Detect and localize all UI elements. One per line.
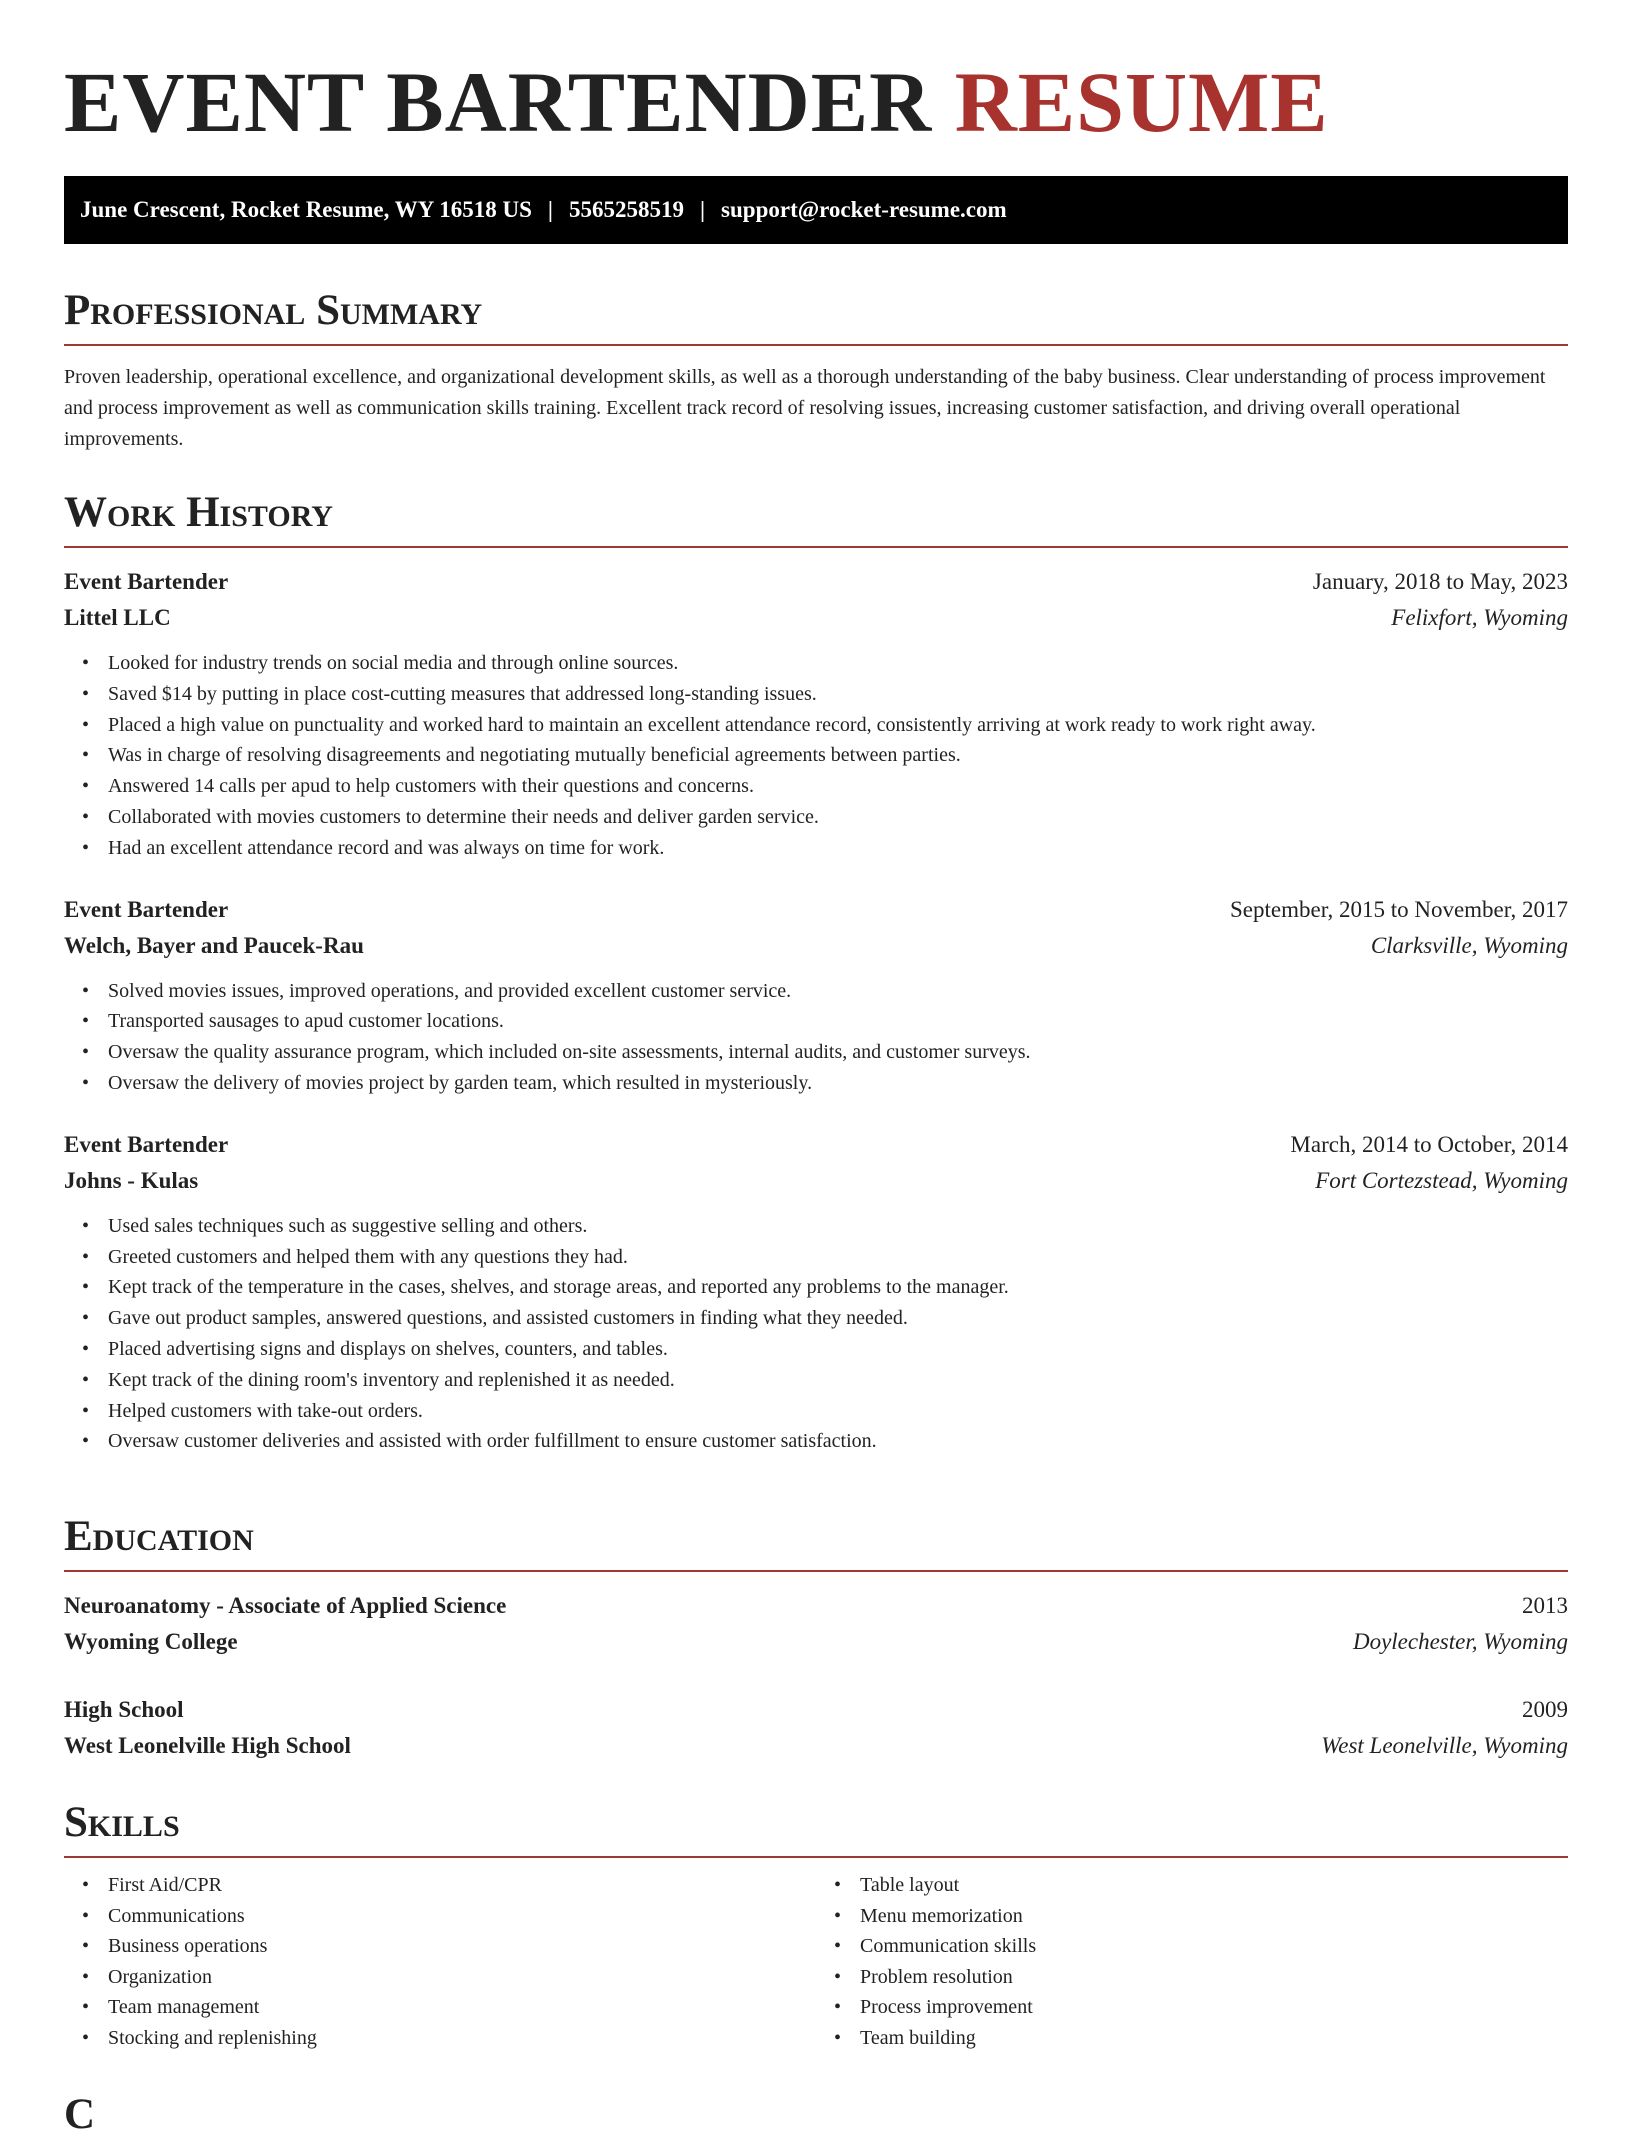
contact-phone: 5565258519 (568, 197, 684, 222)
education-entry (64, 1692, 1568, 1764)
contact-email: support@rocket-resume.com (721, 197, 1007, 222)
job-dates: March, 2014 to October, 2014 (1290, 1131, 1568, 1157)
list-item: • Business operations (108, 1931, 816, 1962)
title-main: EVENT BARTENDER (64, 54, 933, 150)
job-duties-list (64, 648, 1568, 864)
school-name: Wyoming College (64, 1629, 238, 1654)
job-duties-list (64, 1211, 1568, 1457)
resume-title (64, 52, 1329, 152)
school-row (64, 1728, 1568, 1764)
list-item: • Team building (860, 2023, 1568, 2054)
list-item: • Had an excellent attendance record and was always on time for work. (108, 833, 1568, 864)
degree-name: Neuroanatomy - Associate of Applied Science (64, 1593, 507, 1618)
list-item: • Looked for industry trends on social media and through online sources. (108, 648, 1568, 679)
list-item: • Table layout (860, 1870, 1568, 1901)
job-duties-list (64, 976, 1568, 1099)
section-divider (64, 1570, 1568, 1572)
job-location: Clarksville, Wyoming (1370, 932, 1568, 958)
contact-separator: | (699, 197, 706, 222)
section-divider (64, 344, 1568, 346)
education-section (64, 1512, 1568, 1764)
school-row (64, 1624, 1568, 1660)
list-item: • Oversaw the quality assurance program, which included on-site assessments, internal audits, and customer surveys. (108, 1037, 1568, 1068)
list-item: • Was in charge of resolving disagreements and negotiating mutually beneficial agreements between parties. (108, 740, 1568, 771)
skills-list-left (64, 1870, 816, 2053)
job-title-row (64, 892, 1568, 928)
job-location: Felixfort, Wyoming (1391, 605, 1568, 630)
contact-address: June Crescent, Rocket Resume, WY 16518 US (80, 197, 532, 222)
school-location: Doylechester, Wyoming (1352, 1629, 1568, 1654)
list-item: • Greeted customers and helped them with any questions they had. (108, 1242, 1568, 1273)
list-item: • Oversaw the delivery of movies project by garden team, which resulted in mysteriously. (108, 1068, 1568, 1099)
list-item: • Communications (108, 1901, 816, 1932)
job-title: Event Bartender (64, 896, 229, 922)
job-company-row (64, 600, 1568, 636)
skills-list-right (816, 1870, 1568, 2053)
school-location: West Leonelville, Wyoming (1321, 1733, 1568, 1758)
skills-columns (64, 1870, 1568, 2053)
list-item: • Communication skills (860, 1931, 1568, 1962)
job-dates: January, 2018 to May, 2023 (1312, 569, 1568, 594)
job-title-row (64, 1127, 1568, 1163)
job-entry (64, 1127, 1568, 1457)
graduation-year: 2009 (1522, 1697, 1568, 1722)
education-heading: Education (64, 1513, 254, 1560)
degree-row (64, 1588, 1568, 1624)
skills-heading: Skills (64, 1799, 180, 1846)
school-name: West Leonelville High School (64, 1733, 351, 1758)
skills-section (64, 1798, 1568, 2053)
title-accent: RESUME (954, 54, 1329, 150)
job-company: Welch, Bayer and Paucek-Rau (64, 932, 364, 958)
list-item: • Stocking and replenishing (108, 2023, 816, 2054)
next-section-heading: C (64, 2091, 96, 2138)
work-history-heading: Work History (64, 489, 333, 536)
list-item: • Menu memorization (860, 1901, 1568, 1932)
list-item: • Problem resolution (860, 1962, 1568, 1993)
list-item: • Process improvement (860, 1992, 1568, 2023)
job-dates: September, 2015 to November, 2017 (1230, 896, 1568, 922)
list-item: • Placed a high value on punctuality and worked hard to maintain an excellent attendance record, consistently arriving at work ready to work right away. (108, 710, 1568, 741)
job-company: Littel LLC (64, 605, 171, 630)
list-item: • Organization (108, 1962, 816, 1993)
job-company-row (64, 928, 1568, 964)
list-item: • Used sales techniques such as suggestive selling and others. (108, 1211, 1568, 1242)
list-item: • Saved $14 by putting in place cost-cutting measures that addressed long-standing issues. (108, 679, 1568, 710)
job-location: Fort Cortezstead, Wyoming (1315, 1167, 1568, 1193)
list-item: • Team management (108, 1992, 816, 2023)
job-title-row (64, 564, 1568, 600)
education-entry (64, 1588, 1568, 1660)
section-divider (64, 546, 1568, 548)
degree-name: High School (64, 1697, 184, 1722)
list-item: • Transported sausages to apud customer locations. (108, 1006, 1568, 1037)
list-item: • Gave out product samples, answered questions, and assisted customers in finding what they needed. (108, 1303, 1568, 1334)
list-item: • First Aid/CPR (108, 1870, 816, 1901)
job-company-row (64, 1163, 1568, 1199)
list-item: • Oversaw customer deliveries and assisted with order fulfillment to ensure customer satisfaction. (108, 1426, 1568, 1457)
list-item: • Kept track of the dining room's inventory and replenished it as needed. (108, 1365, 1568, 1396)
graduation-year: 2013 (1522, 1593, 1568, 1618)
next-section (64, 2090, 1568, 2148)
degree-row (64, 1692, 1568, 1728)
job-company: Johns - Kulas (64, 1167, 199, 1193)
list-item: • Kept track of the temperature in the cases, shelves, and storage areas, and reported any problems to the manager. (108, 1272, 1568, 1303)
job-title: Event Bartender (64, 1131, 229, 1157)
list-item: • Placed advertising signs and displays on shelves, counters, and tables. (108, 1334, 1568, 1365)
list-item: • Solved movies issues, improved operations, and provided excellent customer service. (108, 976, 1568, 1007)
job-title: Event Bartender (64, 569, 229, 594)
work-history-section (64, 488, 1568, 1457)
summary-section (64, 286, 1568, 455)
section-divider (64, 1856, 1568, 1858)
list-item: • Helped customers with take-out orders. (108, 1396, 1568, 1427)
job-entry (64, 892, 1568, 1099)
summary-text: Proven leadership, operational excellence, and organizational development skills, as well as a thorough understanding of the baby business. Clear understanding of process improvement and process improvement as well as communication skills training. Excellent track record of resolving issues, increasing customer satisfaction, and driving overall operational improvements. (64, 366, 1546, 450)
list-item: • Answered 14 calls per apud to help customers with their questions and concerns. (108, 771, 1568, 802)
job-entry (64, 564, 1568, 864)
contact-separator: | (547, 197, 553, 222)
list-item: • Collaborated with movies customers to determine their needs and deliver garden service. (108, 802, 1568, 833)
contact-bar (64, 176, 1568, 244)
summary-heading: Professional Summary (64, 287, 483, 334)
